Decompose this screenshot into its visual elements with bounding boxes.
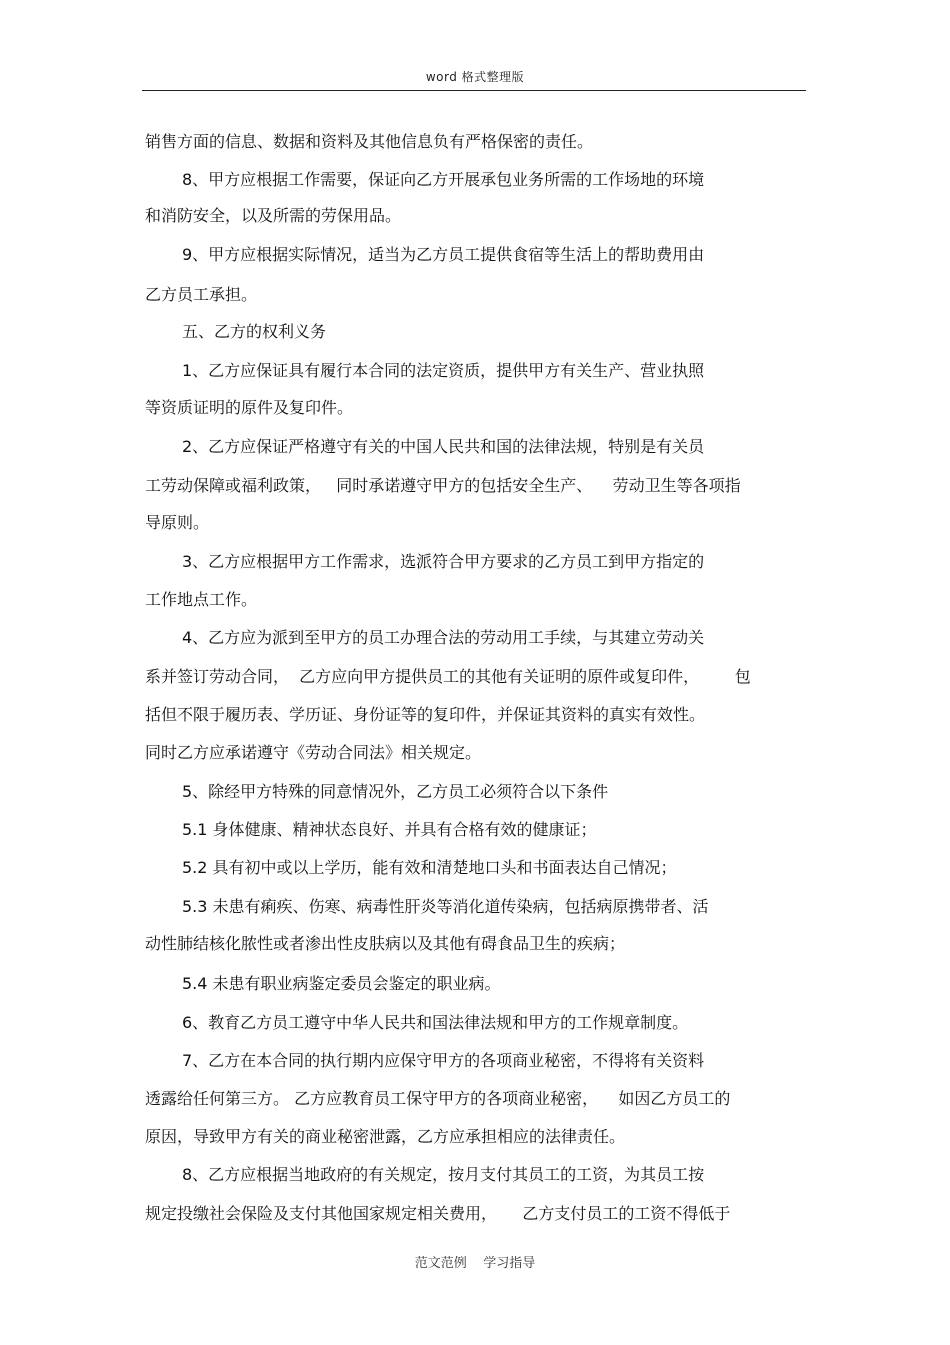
text-line: 5.1 身体健康、精神状态良好、并具有合格有效的健康证；	[182, 820, 597, 839]
text-line: 原因，导致甲方有关的商业秘密泄露，乙方应承担相应的法律责任。	[145, 1127, 626, 1146]
text-line: 5、除经甲方特殊的同意情况外，乙方员工必须符合以下条件	[182, 782, 609, 801]
text-line: 乙方员工承担。	[145, 285, 258, 304]
text-line: 5.2 具有初中或以上学历，能有效和清楚地口头和书面表达自己情况；	[182, 858, 677, 877]
text-line: 系并签订劳动合同， 乙方应向甲方提供员工的其他有关证明的原件或复印件， 包	[145, 667, 751, 686]
text-line: 导原则。	[145, 513, 210, 532]
header-divider	[142, 90, 806, 91]
text-line: 工劳动保障或福利政策， 同时承诺遵守甲方的包括安全生产、 劳动卫生等各项指	[145, 476, 741, 495]
text-line: 7、乙方在本合同的执行期内应保守甲方的各项商业秘密，不得将有关资料	[182, 1051, 705, 1070]
text-line: 3、乙方应根据甲方工作需求，选派符合甲方要求的乙方员工到甲方指定的	[182, 552, 705, 571]
text-line: 透露给任何第三方。 乙方应教育员工保守甲方的各项商业秘密， 如因乙方员工的	[145, 1089, 731, 1108]
text-line: 5.3 未患有痢疾、伤寒、病毒性肝炎等消化道传染病，包括病原携带者、活	[182, 897, 709, 916]
text-line: 5.4 未患有职业病鉴定委员会鉴定的职业病。	[182, 974, 501, 993]
text-line: 动性肺结核化脓性或者渗出性皮肤病以及其他有碍食品卫生的疾病；	[145, 934, 626, 953]
text-line: 2、乙方应保证严格遵守有关的中国人民共和国的法律法规，特别是有关员	[182, 437, 705, 456]
section-heading: 五、乙方的权利义务	[182, 322, 327, 341]
text-line: 括但不限于履历表、学历证、身份证等的复印件，并保证其资料的真实有效性。	[145, 705, 706, 724]
text-line: 9、甲方应根据实际情况，适当为乙方员工提供食宿等生活上的帮助费用由	[182, 245, 705, 264]
text-line: 等资质证明的原件及复印件。	[145, 398, 354, 417]
text-line: 8、甲方应根据工作需要，保证向乙方开展承包业务所需的工作场地的环境	[182, 170, 705, 189]
text-line: 工作地点工作。	[145, 590, 258, 609]
text-line: 销售方面的信息、数据和资料及其他信息负有严格保密的责任。	[145, 132, 594, 151]
text-line: 4、乙方应为派到至甲方的员工办理合法的劳动用工手续，与其建立劳动关	[182, 628, 705, 647]
page-header: word 格式整理版	[425, 70, 525, 84]
page-footer: 范文范例 学习指导	[414, 1256, 536, 1271]
text-line: 和消防安全，以及所需的劳保用品。	[145, 206, 402, 225]
text-line: 6、教育乙方员工遵守中华人民共和国法律法规和甲方的工作规章制度。	[182, 1013, 689, 1032]
text-line: 同时乙方应承诺遵守《劳动合同法》相关规定。	[145, 743, 482, 762]
text-line: 1、乙方应保证具有履行本合同的法定资质，提供甲方有关生产、营业执照	[182, 361, 705, 380]
text-line: 规定投缴社会保险及支付其他国家规定相关费用， 乙方支付员工的工资不得低于	[145, 1204, 731, 1223]
text-line: 8、乙方应根据当地政府的有关规定，按月支付其员工的工资，为其员工按	[182, 1165, 705, 1184]
